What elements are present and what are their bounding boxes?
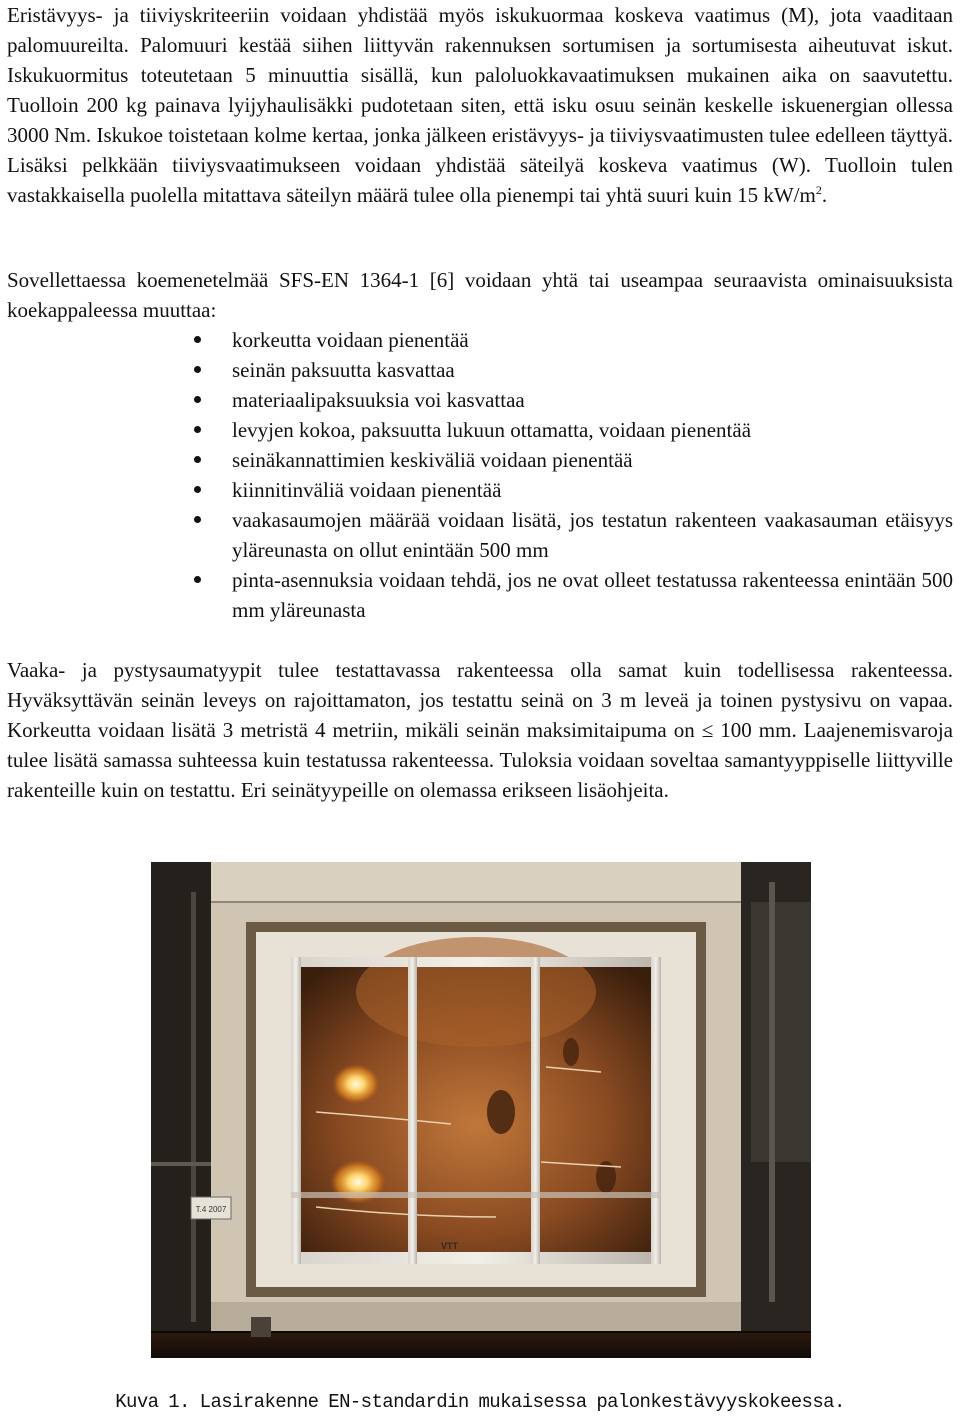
interior-arch [356, 937, 596, 1047]
paragraph-end-punctuation: . [821, 183, 828, 207]
list-item-text: seinän paksuutta kasvattaa [232, 358, 455, 382]
list-item-text: seinäkannattimien keskiväliä voidaan pienentää [232, 448, 633, 472]
floor-stand [251, 1317, 271, 1337]
left-shelf [151, 1162, 211, 1166]
furnace-base [211, 1302, 741, 1332]
list-item-text: materiaalipaksuuksia voi kasvattaa [232, 388, 525, 412]
list-item-text: korkeutta voidaan pienentää [232, 328, 469, 352]
right-pipe [769, 882, 775, 1302]
right-machinery [751, 902, 811, 1162]
glazing-frame-top [291, 957, 661, 967]
vtt-mark: VTT [441, 1241, 458, 1251]
glazing-transom [291, 1192, 661, 1198]
bullet-icon [194, 516, 201, 523]
burner-flame-upper [332, 1064, 380, 1104]
bullet-icon [194, 426, 201, 433]
glazing-frame-bottom [291, 1252, 661, 1264]
glazing-frame-right [651, 957, 661, 1264]
fire-test-photo [151, 862, 811, 1358]
list-item [0, 385, 960, 415]
glazing-mullion-1 [408, 957, 417, 1264]
bullet-icon [194, 336, 201, 343]
furnace-top-panel [211, 862, 741, 902]
paragraph-impact-requirement [7, 0, 953, 210]
floor [151, 1332, 811, 1358]
superscript-exponent: 2 [815, 183, 822, 197]
figure-caption: Kuva 1. Lasirakenne EN-standardin mukaisessa palonkestävyyskokeessa. [115, 1391, 845, 1413]
bullet-icon [194, 396, 201, 403]
list-item [0, 415, 960, 445]
label-plate-text: T.4 2007 [195, 1205, 227, 1214]
modification-list [0, 325, 960, 625]
list-item [0, 445, 960, 475]
list-item-text: pinta-asennuksia voidaan tehdä, jos ne ovat olleet testatussa rakenteessa enintään 500 mm yläreunasta [232, 568, 953, 622]
glazing-mullion-2 [531, 957, 540, 1264]
paragraph-joint-types: Vaaka- ja pystysaumatyypit tulee testattavassa rakenteessa olla samat kuin todellisessa rakenteessa. Hyväksyttävän seinän leveys on rajoittamaton, jos testattu seinä on 3 m leveä ja toinen pystysivu on vapaa. Korkeutta voidaan lisätä 3 metristä 4 metriin, mikäli seinän maksimitaipuma on ≤ 100 mm. Laajenemisvaroja tulee lisätä samassa suhteessa kuin testatussa rakenteessa. Tuloksia voidaan soveltaa samantyyppiselle liittyville rakenteille kuin on testattu. Eri seinätyypeille on olemassa erikseen lisäohjeita. [7, 658, 953, 802]
bullet-icon [194, 486, 201, 493]
dark-patch-1 [487, 1090, 515, 1134]
list-item [0, 355, 960, 385]
list-item [0, 505, 960, 565]
list-item-text: kiinnitinväliä voidaan pienentää [232, 478, 502, 502]
list-item [0, 475, 960, 505]
left-pipe [191, 892, 196, 1322]
list-item-text: levyjen kokoa, paksuutta lukuun ottamatta, voidaan pienentää [232, 418, 752, 442]
glazing-frame-left [291, 957, 301, 1264]
hall-structure-left [151, 862, 221, 1358]
list-item [0, 325, 960, 355]
bullet-icon [194, 366, 201, 373]
bullet-icon [194, 576, 201, 583]
list-item [0, 565, 960, 625]
paragraph-test-method-intro: Sovellettaessa koemenetelmää SFS-EN 1364-1 [6] voidaan yhtä tai useampaa seuraavista ominaisuuksista koekappaleessa muuttaa: [7, 268, 953, 322]
dark-patch-2 [563, 1038, 579, 1066]
paragraph-text: Eristävyys- ja tiiviyskriteeriin voidaan yhdistää myös iskukuormaa koskeva vaatimus (M), jota vaaditaan palomuureilta. Palomuuri kestää siihen liittyvän rakennuksen sortumisen ja sortumisesta aiheutuvat iskut. Iskukuormitus toteutetaan 5 minuuttia sisällä, kun paloluokkavaatimuksen mukainen aika on saavutettu. Tuolloin 200 kg painava lyijyhaulisäkki pudotetaan siten, että isku osuu seinän keskelle iskuenergian ollessa 3000 Nm. Iskukoe toistetaan kolme kertaa, jonka jälkeen eristävyys- ja tiiviysvaatimusten tulee edelleen täyttyä. Lisäksi pelkkään tiiviysvaatimukseen voidaan yhdistää säteilyä koskeva vaatimus (W). Tuolloin tulen vastakkaisella puolella mitattava säteilyn määrä tulee olla pienempi tai yhtä suuri kuin 15 kW/m [7, 3, 953, 207]
bullet-icon [194, 456, 201, 463]
list-item-text: vaakasaumojen määrää voidaan lisätä, jos testatun rakenteen vaakasauman etäisyys yläreunasta on ollut enintään 500 mm [232, 508, 953, 562]
